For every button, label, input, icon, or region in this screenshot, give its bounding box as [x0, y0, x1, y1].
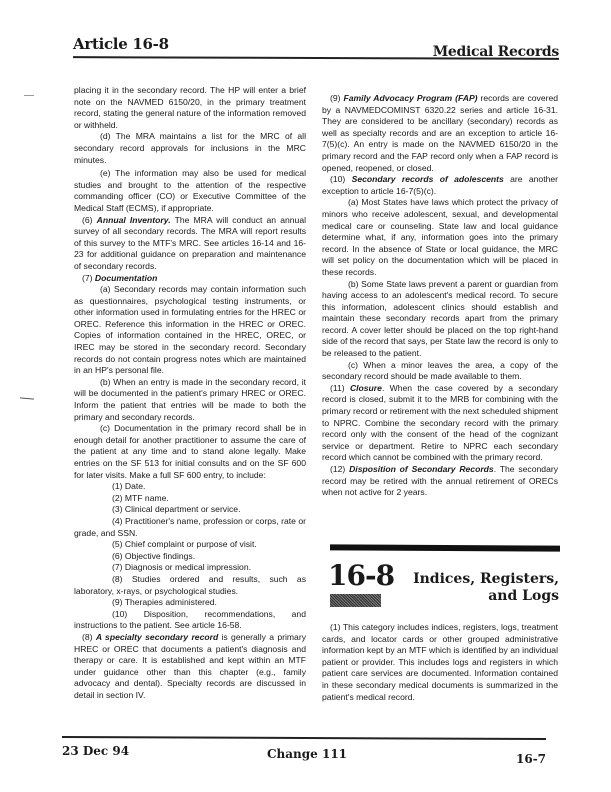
- paragraph: (1) This category includes indices, registers, logs, treatment cards, and locator cards or other grouped administrative information kept by an MTF which is identified by an individual patient or provider. This includes logs and registers in which patient care services are documented. Information contained in these secondary medical documents is summarized in the patient's medical record.: [322, 622, 558, 702]
- paragraph-heading: A specialty secondary record: [95, 631, 219, 642]
- paragraph: (b) When an entry is made in the secondary record, it will be documented in the patient's primary HREC or OREC. Inform the patient that entries will be made to both the primary and secondary records.: [74, 376, 306, 422]
- section-title: [409, 571, 559, 605]
- paragraph-heading: Secondary records of adolescents: [351, 174, 504, 185]
- section-title-line: Indices, Registers,: [413, 571, 559, 587]
- paragraph: [74, 273, 306, 285]
- paragraph: [322, 93, 558, 174]
- footer-date: 23 Dec 94: [62, 744, 130, 758]
- item-number: (9): [330, 93, 344, 103]
- item-number: (11): [330, 382, 350, 393]
- list-item: (5) Chief complaint or purpose of visit.: [112, 539, 257, 550]
- paragraph-text: records are covered by a NAVMEDCOMINST 6320.22 series and article 16-31. They are considered to be ancillary (secondary) records as well as specialty records and are an exception to article 16-7(5)(c). An entry is made on the NAVMED 6150/20 in the primary record and the FAP record only when a FAP record is opened, reopened, or closed.: [322, 93, 559, 173]
- paragraph: placing it in the secondary record. The HP will enter a brief note on the NAVMED 6150/20, in the primary treatment record, stating the general nature of the information removed or withheld.: [74, 85, 306, 130]
- paragraph-heading: Family Advocacy Program (FAP): [343, 93, 478, 103]
- paragraph-text: . The secondary record may be retired with the annual retirement of ORECs when not active for 2 years.: [322, 464, 559, 498]
- paragraph-text: are another exception to article 16-7(5)(c).: [322, 174, 559, 196]
- page-number: 16-7: [516, 752, 547, 766]
- paragraph: [74, 215, 306, 273]
- paragraph: [322, 174, 558, 197]
- paragraph: [322, 464, 558, 499]
- paragraph-heading: Closure: [349, 382, 382, 393]
- paragraph-heading: Annual Inventory.: [96, 214, 171, 225]
- margin-mark: [24, 95, 34, 96]
- list-item: (6) Objective findings.: [112, 550, 196, 561]
- footer-change: Change 111: [267, 747, 348, 761]
- section-number: 16-8: [328, 559, 395, 592]
- margin-mark: [20, 397, 34, 399]
- paragraph: (b) Some State laws prevent a parent or guardian from having access to an adolescent's medical record. To secure this information, adolescent clinics should establish and maintain these secondary records apart from the primary record. A cover letter should be placed on the top right-hand side of the record that says, per State law the record is only to be released to the patient.: [322, 278, 558, 359]
- section-rule: [330, 544, 560, 551]
- paragraph: (c) When a minor leaves the area, a copy of the secondary record should be made available to them.: [322, 359, 558, 382]
- section-title-line: and Logs: [488, 588, 559, 604]
- item-number: (8): [82, 631, 96, 642]
- section-body: [322, 622, 558, 703]
- item-number: (10): [330, 174, 352, 185]
- footer-rule: [62, 736, 546, 740]
- header-article: Article 16-8: [73, 35, 169, 53]
- paragraph: (a) Secondary records may contain information such as questionnaires, psychological testing instruments, or other information used in formulating entries for the HREC or OREC. Reference this information in the HREC or OREC. Copies of information contained in the HREC, OREC, or IREC may be stored in the secondary record. Secondary records do not contain progress notes which are maintained in an HP's personal file.: [74, 284, 306, 376]
- section-marker-box: [330, 594, 381, 607]
- paragraph-text: The MRA will conduct an annual survey of all secondary records. The MRA will report results of this survey to the MTF's MRC. See articles 16-14 and 16-23 for additional guidance on preparation and maintenance of secondary records.: [74, 214, 307, 271]
- list-item: (2) MTF name.: [112, 492, 169, 503]
- item-number: (6): [82, 214, 97, 225]
- paragraph-heading: Documentation: [94, 272, 158, 283]
- paragraph-text: is generally a primary HREC or OREC that documents a patient's diagnosis and therapy or care. It is established and kept within an MTF under guidance other than this chapter (e.g., family advocacy and dental). Specialty records are discussed in detail in section IV.: [74, 631, 306, 700]
- list-item: (1) Date.: [112, 481, 146, 492]
- item-number: (7): [82, 272, 95, 283]
- list-item: (4) Practitioner's name, profession or corps, rate or grade, and SSN.: [74, 515, 306, 538]
- list-item: (3) Clinical department or service.: [112, 504, 241, 515]
- header-section-title: Medical Records: [432, 44, 559, 60]
- paragraph: [74, 632, 306, 702]
- paragraph: [322, 383, 558, 464]
- paragraph: (c) Documentation in the primary record shall be in enough detail for another practitioner to assume the care of the patient at any time and to stand alone legally. Make entries on the SF 513 for initial consults and on the SF 600 for later visits. Make a full SF 600 entry, to include:: [74, 423, 306, 480]
- paragraph: (d) The MRA maintains a list for the MRC of all secondary record approvals for inclusions in the MRC minutes.: [74, 131, 306, 165]
- left-column: [74, 85, 306, 701]
- paragraph: (e) The information may also be used for medical studies and brought to the attention of the respective commanding officer (CO) or Executive Committee of the Medical Staff (ECMS), if appropriate.: [74, 168, 306, 213]
- paragraph-heading: Disposition of Secondary Records: [349, 464, 494, 474]
- list-item: (8) Studies ordered and results, such as laboratory, x-rays, or psychological studies.: [74, 573, 306, 596]
- header-rule: [73, 56, 559, 60]
- list-item: (10) Disposition, recommendations, and instructions to the patient. See article 16-58.: [74, 608, 306, 631]
- paragraph-text: . When the case covered by a secondary record is closed, submit it to the MRB for combining with the primary record or retirement with the next scheduled shipment to NPRC. Combine the secondary record with the primary record only with the consent of the head of the cognizant service or department. Retire to NPRC each secondary record which cannot be combined with the primary record.: [322, 382, 558, 463]
- list-item: (7) Diagnosis or medical impression.: [112, 562, 251, 573]
- item-number: (12): [330, 464, 350, 474]
- right-column: [322, 93, 558, 499]
- paragraph: (a) Most States have laws which protect the privacy of minors who receive adolescent, sexual, and developmental medical care or counseling. State law and local guidance determine what, if any, information goes into the primary record. In the absence of State or local guidance, the MRC will set policy on the documentation which will be placed in these records.: [322, 197, 558, 277]
- list-item: (9) Therapies administered.: [112, 597, 217, 608]
